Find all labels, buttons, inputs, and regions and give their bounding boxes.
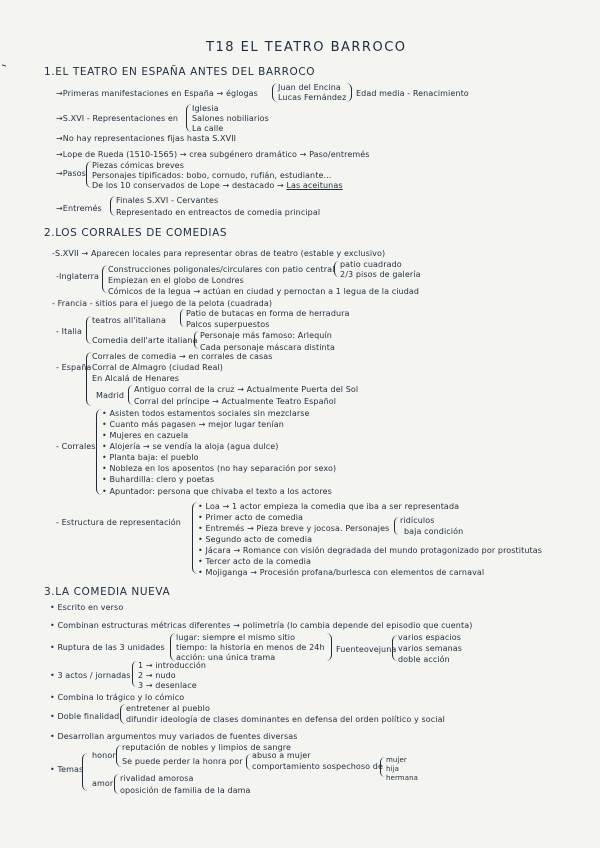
s3-line-4-c: 3 → desenlace	[138, 681, 197, 690]
s2-line-4-b2: Cada personaje máscara distinta	[200, 343, 335, 352]
s3-line-3: • Ruptura de las 3 unidades	[50, 643, 165, 652]
s2-line-4-a: teatros all'italiana	[92, 316, 166, 325]
s3-line-2: • Combinan estructuras métricas diferentes → polimetría (lo cambia depende del episodio que cuenta)	[50, 621, 473, 630]
s3-line-8-a2b1: mujer	[386, 756, 407, 764]
s2-line-7-c: • Entremés → Pieza breve y jocosa. Personajes	[198, 524, 390, 533]
s3-line-8-a2b: comportamiento sospechoso de	[252, 762, 383, 771]
s3-line-8-a2: Se puede perder la honra por	[122, 757, 243, 766]
s2-line-5-d2: Corral del príncipe → Actualmente Teatro Español	[134, 397, 337, 406]
s3-line-4-a: 1 → introducción	[138, 661, 207, 670]
s2-line-2-a: Construcciones poligonales/circulares con patio central	[108, 265, 335, 274]
s1-line-4: →Lope de Rueda (1510-1565) → crea subgénero dramático → Paso/entremés	[56, 150, 370, 159]
s2-line-6-g: • Buhardilla: clero y poetas	[102, 475, 215, 484]
s2-line-7-b: • Primer acto de comedia	[198, 513, 304, 522]
s3-line-6-a: entretener al pueblo	[126, 704, 210, 713]
s1-line-6: →Entremés	[56, 204, 102, 213]
s2-line-6-d: • Alojería → se vendía la aloja (agua dulce)	[102, 442, 279, 451]
s1-line-5-b: Personajes tipificados: bobo, cornudo, rufián, estudiante...	[92, 171, 332, 180]
s2-line-5-a: Corrales de comedia → en corrales de casas	[92, 352, 273, 361]
s2-line-6-e: • Planta baja: el pueblo	[102, 453, 199, 462]
s2-line-6-f: • Nobleza en los aposentos (no hay separación por sexo)	[102, 464, 337, 473]
s1-line-2-b: Salones nobiliarios	[192, 114, 269, 123]
s2-line-7: - Estructura de representación	[56, 518, 181, 527]
s3-line-8-a1: reputación de nobles y limpios de sangre	[122, 743, 292, 752]
s2-line-7-e: • Jácara → Romance con visión degradada del mundo protagonizado por prostitutas	[198, 546, 543, 555]
s1-line-5-a: Piezas cómicas breves	[92, 161, 184, 170]
bracket	[114, 774, 119, 794]
s2-line-2: -Inglaterra	[56, 272, 100, 281]
s2-line-7-g: • Mojiganga → Procesión profana/burlesca con elementos de carnaval	[198, 568, 485, 577]
s1-line-1-b: Lucas Fernández	[278, 93, 347, 102]
s2-line-7-a: • Loa → 1 actor empieza la comedia que iba a ser representada	[198, 502, 460, 511]
s2-line-6-c: • Mujeres en cazuela	[102, 431, 189, 440]
page-title: T18 EL TEATRO BARROCO	[206, 40, 407, 55]
s2-line-1: -S.XVII → Aparecen locales para representar obras de teatro (estable y exclusivo)	[52, 249, 386, 258]
section-3-heading: 3.LA COMEDIA NUEVA	[44, 586, 171, 598]
s2-line-5-c: En Alcalá de Henares	[92, 374, 179, 383]
s1-line-6-a: Finales S.XVI - Cervantes	[116, 196, 219, 205]
s3-line-3-d3: doble acción	[398, 655, 450, 664]
s2-line-3: - Francia - sitios para el juego de la pelota (cuadrada)	[52, 299, 273, 308]
s2-line-4: - Italia	[56, 327, 82, 336]
s2-line-4-b: Comedia dell'arte italiana	[92, 336, 198, 345]
s1-line-2-c: La calle	[192, 124, 224, 133]
s1-line-1: →Primeras manifestaciones en España → églogas	[56, 89, 258, 98]
s3-line-3-c: acción: una única trama	[176, 653, 276, 662]
s2-line-4-a1: Patio de butacas en forma de herradura	[186, 309, 350, 318]
bracket	[132, 661, 137, 687]
s3-line-8-b2: oposición de familia de la dama	[120, 786, 251, 795]
s1-line-2: →S.XVI - Representaciones en	[56, 114, 179, 123]
s3-line-3-d1: varios espacios	[398, 633, 462, 642]
bracket	[246, 754, 251, 770]
s2-line-6-a: • Asisten todos estamentos sociales sin mezclarse	[102, 409, 310, 418]
s3-line-8-b: amor	[92, 779, 114, 788]
s3-line-6: • Doble finalidad	[50, 712, 120, 721]
s1-line-2-a: Iglesia	[192, 104, 219, 113]
bracket	[380, 757, 385, 777]
s3-line-8-a2b2: hija	[386, 765, 400, 773]
s3-line-8-a2b3: hermana	[386, 774, 419, 782]
s2-line-2-b: Empiezan en el globo de Londres	[108, 276, 244, 285]
s3-line-8-a: honor	[92, 751, 116, 760]
margin-mark	[2, 64, 6, 66]
s3-line-8: • Temas	[50, 765, 84, 774]
s1-line-3: →No hay representaciones fijas hasta S.XVII	[56, 134, 237, 143]
s3-line-6-b: difundir ideología de clases dominantes en defensa del orden político y social	[126, 715, 445, 724]
bracket	[128, 385, 133, 405]
bracket	[82, 753, 88, 791]
s3-line-8-a2a: abuso a mujer	[252, 751, 311, 760]
bracket	[326, 633, 332, 661]
s3-line-4: • 3 actos / jornadas	[50, 671, 131, 680]
s2-line-5-d1: Antiguo corral de la cruz → Actualmente Puerta del Sol	[134, 385, 359, 394]
bracket	[194, 331, 199, 349]
s1-line-6-b: Representado en entreactos de comedia principal	[116, 208, 321, 217]
s2-line-7-c2: baja condición	[404, 527, 464, 536]
s3-line-1: • Escrito en verso	[50, 603, 124, 612]
s2-line-6-h: • Apuntador: persona que chivaba el texto a los actores	[102, 487, 332, 496]
s2-line-4-a2: Palcos superpuestos	[186, 320, 270, 329]
s1-line-1-c: Edad media - Renacimiento	[356, 89, 469, 98]
s3-line-3-d: Fuenteovejuna	[336, 645, 397, 654]
s2-line-5: - España	[56, 363, 92, 372]
s1-line-5: →Pasos	[56, 169, 86, 178]
s1-line-1-a: Juan del Encina	[278, 83, 341, 92]
bracket	[334, 261, 339, 277]
s2-line-6: - Corrales	[56, 442, 96, 451]
s3-line-5: • Combina lo trágico y lo cómico	[50, 693, 185, 702]
s3-line-3-d2: varios semanas	[398, 644, 463, 653]
bracket	[346, 83, 352, 102]
s2-line-4-b1: Personaje más famoso: Arlequín	[200, 331, 332, 340]
s3-line-8-b1: rivalidad amorosa	[120, 774, 194, 783]
bracket	[394, 517, 399, 535]
s1-line-5-c: De los 10 conservados de Lope → destacado → Las aceitunas	[92, 181, 343, 190]
s2-line-7-c1: ridículos	[400, 516, 435, 525]
s3-line-7: • Desarrollan argumentos muy variados de fuentes diversas	[50, 732, 298, 741]
s3-line-3-b: tiempo: la historia en menos de 24h	[176, 643, 325, 652]
section-2-heading: 2.LOS CORRALES DE COMEDIAS	[44, 227, 228, 239]
bracket	[180, 309, 185, 327]
s3-line-3-a: lugar: siempre el mismo sitio	[176, 633, 296, 642]
s2-line-6-b: • Cuanto más pagasen → mejor lugar tenían	[102, 420, 284, 429]
s2-line-5-b: Corral de Almagro (ciudad Real)	[92, 363, 224, 372]
s2-line-7-f: • Tercer acto de la comedia	[198, 557, 311, 566]
s2-line-2-a1: patio cuadrado	[340, 260, 402, 269]
s2-line-2-c: Cómicos de la legua → actúan en ciudad y pernoctan a 1 legua de la ciudad	[108, 287, 420, 296]
s2-line-2-a2: 2/3 pisos de galería	[340, 270, 421, 279]
s3-line-4-b: 2 → nudo	[138, 671, 176, 680]
s2-line-7-d: • Segundo acto de comedia	[198, 535, 313, 544]
s2-line-5-d: Madrid	[96, 391, 125, 400]
section-1-heading: 1.EL TEATRO EN ESPAÑA ANTES DEL BARROCO	[44, 66, 316, 78]
